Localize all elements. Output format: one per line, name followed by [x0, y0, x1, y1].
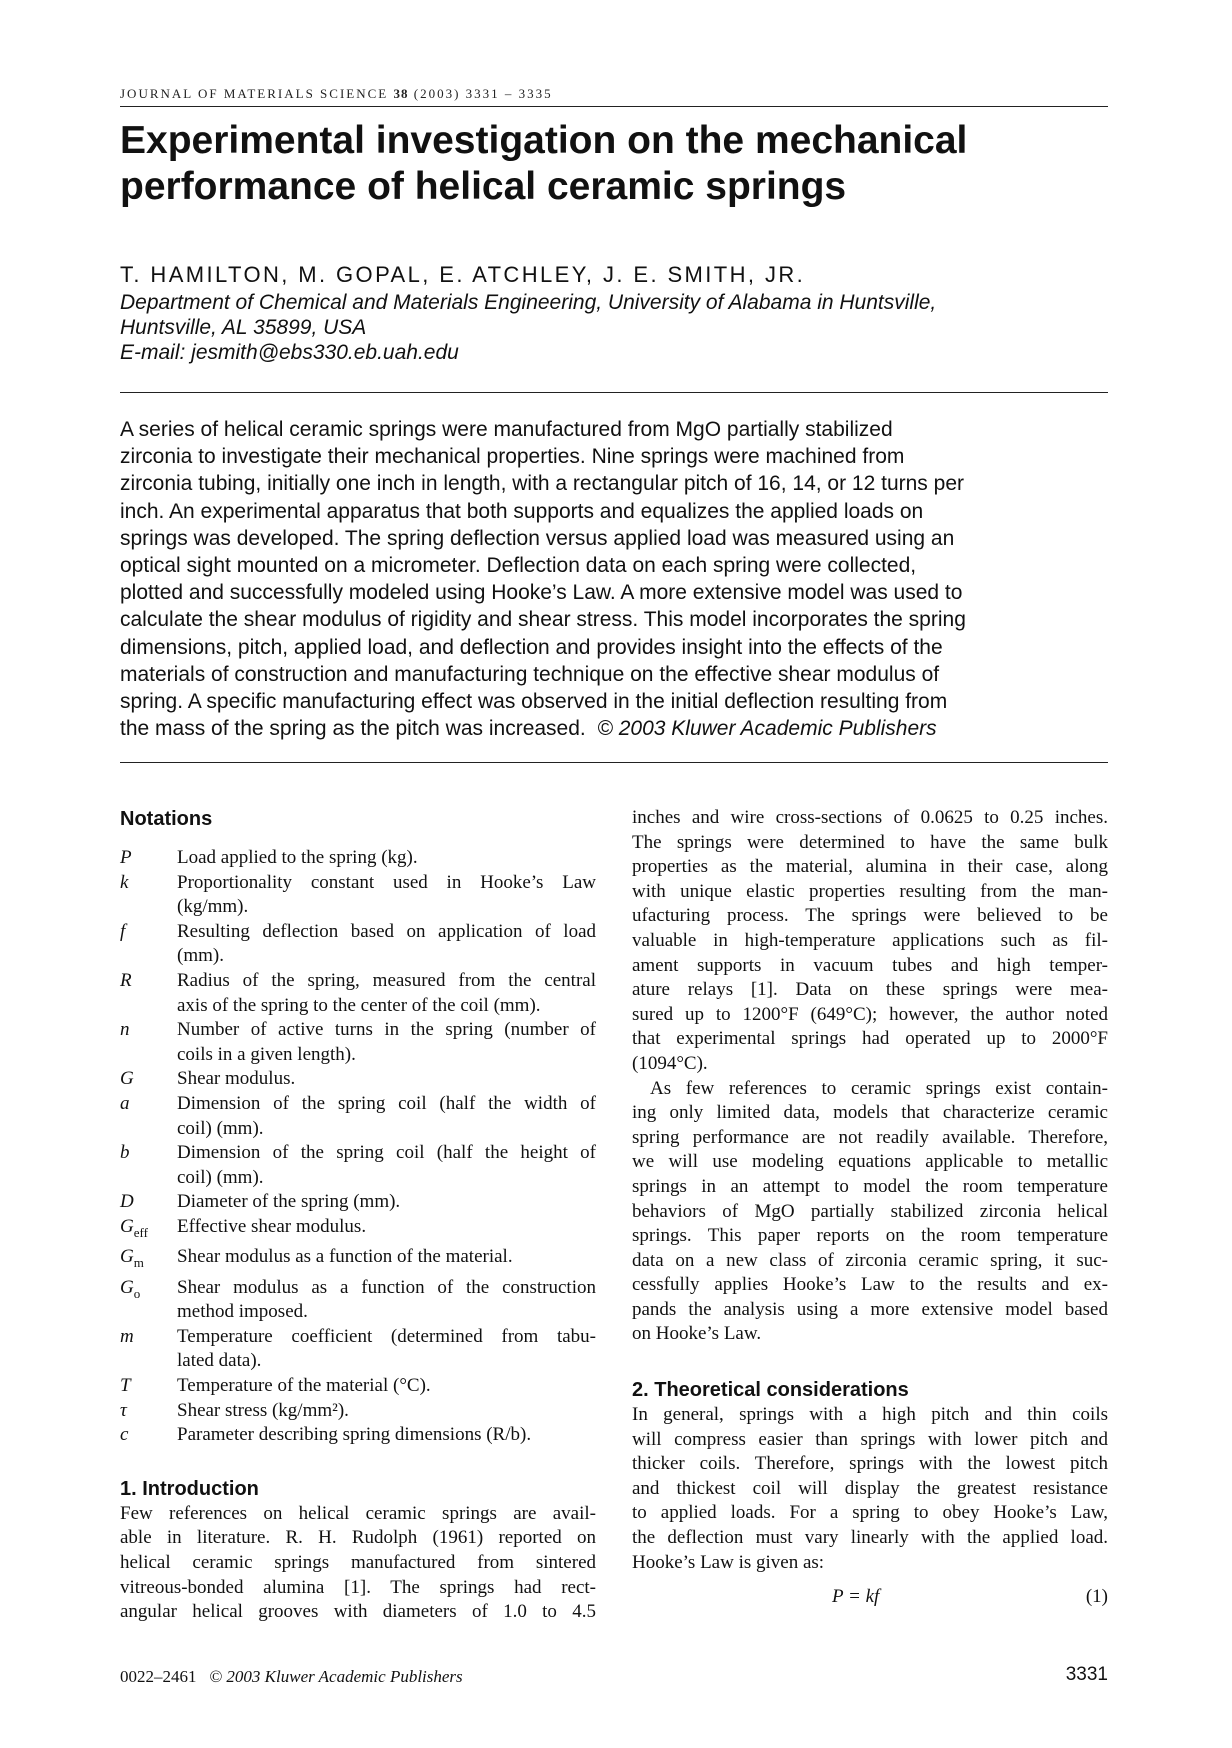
abstract-line: materials of construction and manufacturing technique on the effective shear modulus of: [120, 662, 940, 686]
abstract-line: spring. A specific manufacturing effect was observed in the initial deflection resulting from: [120, 690, 948, 714]
symbol-subscript: o: [133, 1285, 141, 1301]
text-line: on Hooke’s Law.: [632, 1323, 762, 1345]
text-line: behaviors of MgO partially stabilized zirconia helical: [632, 1200, 1108, 1222]
footer-publisher: © 2003 Kluwer Academic Publishers: [209, 1667, 463, 1686]
description-line: Dimension of the spring coil (half the height of: [177, 1142, 596, 1164]
abstract-copyright: © 2003 Kluwer Academic Publishers: [597, 717, 937, 741]
description-line: axis of the spring to the center of the coil (mm).: [177, 994, 541, 1016]
notation-item: [120, 1092, 596, 1141]
equation-text: P = kf: [832, 1586, 880, 1608]
notation-symbol: [120, 1018, 177, 1067]
abstract-top-rule: [120, 392, 1108, 393]
description-line: Temperature coefficient (determined from tabu-: [177, 1325, 596, 1347]
text-line: to applied loads. For a spring to obey Hooke’s Law,: [632, 1502, 1108, 1524]
description-line: Diameter of the spring (mm).: [177, 1191, 401, 1213]
symbol-letter: D: [120, 1191, 134, 1213]
text-line: that experimental springs had operated up to 2000°F: [632, 1028, 1108, 1050]
affiliation-line: Huntsville, AL 35899, USA: [120, 316, 367, 339]
description-line: (kg/mm).: [177, 896, 249, 918]
notation-symbol: [120, 1325, 177, 1374]
symbol-subscript: m: [133, 1255, 144, 1271]
notation-symbol: [120, 920, 177, 969]
text-line: will compress easier than springs with lower pitch and: [632, 1428, 1108, 1450]
symbol-letter: G: [120, 1068, 134, 1090]
description-line: Shear modulus as a function of the construction: [177, 1276, 596, 1298]
symbol-letter: m: [120, 1325, 134, 1347]
text-line: ufacturing process. The springs were believed to be: [632, 905, 1108, 927]
intro-paragraph-2: [632, 1077, 1108, 1348]
notation-symbol: [120, 1190, 177, 1215]
introduction-text: [120, 1502, 596, 1625]
notation-symbol: [120, 871, 177, 920]
description-line: Shear modulus.: [177, 1068, 296, 1090]
author-list: T. HAMILTON, M. GOPAL, E. ATCHLEY, J. E. SMITH, JR.: [120, 262, 806, 287]
notation-item: [120, 1190, 596, 1215]
symbol-letter: n: [120, 1019, 130, 1041]
notation-item: [120, 1399, 596, 1424]
text-line: angular helical grooves with diameters of 1.0 to 4.5: [120, 1601, 596, 1623]
description-line: Resulting deflection based on application of load: [177, 920, 596, 942]
abstract-line: zirconia to investigate their mechanical properties. Nine springs were machined from: [120, 445, 905, 469]
text-line: springs. This paper reports on the room temperature: [632, 1225, 1108, 1247]
notation-description: [177, 846, 596, 871]
abstract-line: plotted and successfully modeled using Hooke’s Law. A more extensive model was used to: [120, 581, 963, 605]
page-number: 3331: [1065, 1664, 1108, 1685]
description-line: coil) (mm).: [177, 1166, 264, 1188]
notation-item: [120, 1067, 596, 1092]
text-line: inches and wire cross-sections of 0.0625 to 0.25 inches.: [632, 807, 1108, 828]
title-line: Experimental investigation on the mechanical: [120, 119, 968, 162]
text-line: vitreous-bonded alumina [1]. The springs had rect-: [120, 1576, 596, 1598]
running-head: [120, 86, 1108, 102]
notation-item: [120, 1141, 596, 1190]
symbol-letter: G: [120, 1276, 134, 1298]
notations-list: [120, 846, 596, 1448]
text-line: sured up to 1200°F (649°C); however, the author noted: [632, 1003, 1108, 1025]
notation-symbol: [120, 969, 177, 1018]
notation-item: [120, 846, 596, 871]
description-line: Number of active turns in the spring (number of: [177, 1019, 596, 1041]
notation-description: [177, 1215, 596, 1245]
text-line: data on a new class of zirconia ceramic spring, it suc-: [632, 1249, 1108, 1271]
notation-description: [177, 1325, 596, 1374]
notation-description: [177, 969, 596, 1018]
description-line: (mm).: [177, 945, 224, 967]
symbol-letter: P: [120, 847, 132, 868]
notation-description: [177, 871, 596, 920]
abstract-line: A series of helical ceramic springs were manufactured from MgO partially stabilized: [120, 418, 893, 441]
notation-symbol: [120, 1245, 177, 1275]
symbol-letter: G: [120, 1246, 134, 1268]
symbol-letter: b: [120, 1142, 130, 1164]
abstract-bottom-rule: [120, 762, 1108, 763]
abstract-line: dimensions, pitch, applied load, and deflection and provides insight into the effects of the: [120, 635, 943, 659]
description-line: Proportionality constant used in Hooke’s Law: [177, 871, 596, 893]
notation-item: [120, 920, 596, 969]
description-line: Shear modulus as a function of the material.: [177, 1246, 513, 1268]
notations-heading: Notations: [120, 808, 213, 830]
journal-year-pages: (2003) 3331 – 3335: [413, 86, 553, 101]
notation-item: [120, 1018, 596, 1067]
abstract-line: calculate the shear modulus of rigidity and shear stress. This model incorporates the spring: [120, 608, 966, 632]
text-line: springs in an attempt to model the room temperature: [632, 1175, 1108, 1197]
section-2-heading: 2. Theoretical considerations: [632, 1379, 909, 1402]
text-line: In general, springs with a high pitch and thin coils: [632, 1404, 1108, 1426]
text-line: with unique elastic properties resulting from the man-: [632, 880, 1108, 902]
journal-volume: 38: [393, 86, 409, 101]
email-line: E-mail: jesmith@ebs330.eb.uah.edu: [120, 341, 459, 364]
section-2-text: [632, 1403, 1108, 1575]
equation-1: [632, 1585, 1108, 1611]
notation-description: [177, 1276, 596, 1325]
text-line: pands the analysis using a more extensive model based: [632, 1298, 1108, 1320]
text-line: thicker coils. Therefore, springs with the lowest pitch: [632, 1453, 1108, 1475]
affiliation-line: Department of Chemical and Materials Engineering, University of Alabama in Huntsville,: [120, 291, 937, 314]
description-line: Shear stress (kg/mm²).: [177, 1399, 349, 1421]
notation-symbol: [120, 846, 177, 871]
symbol-letter: c: [120, 1424, 129, 1446]
title-line: performance of helical ceramic springs: [120, 165, 847, 208]
notation-item: [120, 871, 596, 920]
symbol-letter: f: [120, 920, 126, 942]
notation-description: [177, 1190, 596, 1215]
text-line: As few references to ceramic springs exist contain-: [650, 1077, 1108, 1099]
notation-description: [177, 1018, 596, 1067]
notation-symbol: [120, 1141, 177, 1190]
issn: 0022–2461: [120, 1667, 197, 1686]
symbol-subscript: eff: [133, 1224, 148, 1240]
introduction-heading: 1. Introduction: [120, 1477, 259, 1500]
text-line: and thickest coil will display the greatest resistance: [632, 1477, 1108, 1499]
symbol-letter: G: [120, 1215, 134, 1237]
notation-item: [120, 1215, 596, 1245]
description-line: Effective shear modulus.: [177, 1215, 367, 1237]
description-line: lated data).: [177, 1350, 262, 1372]
abstract-line: springs was developed. The spring deflection versus applied load was measured using an: [120, 526, 955, 550]
text-line: Few references on helical ceramic springs are avail-: [120, 1502, 596, 1524]
text-line: The springs were determined to have the same bulk: [632, 831, 1108, 853]
text-line: (1094°C).: [632, 1052, 708, 1074]
notation-description: [177, 1067, 596, 1092]
header-rule: [120, 106, 1108, 107]
notation-description: [177, 1374, 596, 1399]
abstract-last-text: the mass of the spring as the pitch was increased.: [120, 717, 586, 741]
symbol-letter: a: [120, 1092, 130, 1114]
notation-description: [177, 1423, 596, 1448]
notation-symbol: [120, 1215, 177, 1245]
notation-symbol: [120, 1423, 177, 1448]
description-line: Dimension of the spring coil (half the width of: [177, 1092, 596, 1114]
notation-description: [177, 1092, 596, 1141]
text-line: spring performance are not readily available. Therefore,: [632, 1126, 1108, 1148]
affiliation: [120, 290, 1120, 365]
text-line: valuable in high-temperature applications such as fil-: [632, 929, 1108, 951]
notation-description: [177, 1399, 596, 1424]
notation-item: [120, 1423, 596, 1448]
description-line: Parameter describing spring dimensions (R/b).: [177, 1424, 532, 1446]
intro-continued-paragraph: [632, 806, 1108, 1077]
notation-symbol: [120, 1067, 177, 1092]
text-line: ature relays [1]. Data on these springs were mea-: [632, 979, 1108, 1001]
text-line: helical ceramic springs manufactured from sintered: [120, 1552, 596, 1574]
abstract-line: inch. An experimental apparatus that both supports and equalizes the applied loads on: [120, 499, 924, 523]
abstract-line: optical sight mounted on a micrometer. Deflection data on each spring were collected,: [120, 554, 917, 578]
equation-number: (1): [1085, 1586, 1108, 1608]
description-line: coils in a given length).: [177, 1043, 356, 1065]
text-line: Hooke’s Law is given as:: [632, 1551, 825, 1573]
abstract-line: zirconia tubing, initially one inch in length, with a rectangular pitch of 16, 14, or 12 turns per: [120, 472, 964, 496]
symbol-letter: k: [120, 871, 129, 893]
description-line: Temperature of the material (°C).: [177, 1375, 431, 1397]
description-line: method imposed.: [177, 1301, 308, 1323]
journal-name: JOURNAL OF MATERIALS SCIENCE: [120, 86, 389, 101]
notation-symbol: [120, 1092, 177, 1141]
notation-item: [120, 1276, 596, 1325]
footer-left: [120, 1667, 463, 1687]
notation-symbol: [120, 1399, 177, 1424]
abstract: [120, 416, 1120, 742]
symbol-letter: τ: [120, 1399, 127, 1421]
notation-description: [177, 1245, 596, 1275]
description-line: Radius of the spring, measured from the central: [177, 969, 596, 991]
right-column: [632, 806, 1108, 1611]
notation-item: [120, 969, 596, 1018]
notation-description: [177, 1141, 596, 1190]
notation-symbol: [120, 1276, 177, 1325]
notation-item: [120, 1374, 596, 1399]
left-column: [120, 806, 596, 1625]
text-line: we will use modeling equations applicable to metallic: [632, 1151, 1108, 1173]
notation-item: [120, 1325, 596, 1374]
text-line: the deflection must vary linearly with the applied load.: [632, 1527, 1108, 1549]
symbol-letter: R: [120, 969, 132, 991]
text-line: able in literature. R. H. Rudolph (1961) reported on: [120, 1527, 596, 1549]
text-line: cessfully applies Hooke’s Law to the results and ex-: [632, 1274, 1108, 1296]
description-line: Load applied to the spring (kg).: [177, 847, 418, 868]
symbol-letter: T: [120, 1375, 131, 1397]
description-line: coil) (mm).: [177, 1117, 264, 1139]
notation-item: [120, 1245, 596, 1275]
text-line: ament supports in vacuum tubes and high temper-: [632, 954, 1108, 976]
abstract-line: [120, 715, 1120, 742]
notation-symbol: [120, 1374, 177, 1399]
text-line: ing only limited data, models that characterize ceramic: [632, 1102, 1108, 1124]
text-line: properties as the material, alumina in their case, along: [632, 856, 1108, 878]
paper-title: [120, 118, 1108, 210]
notation-description: [177, 920, 596, 969]
